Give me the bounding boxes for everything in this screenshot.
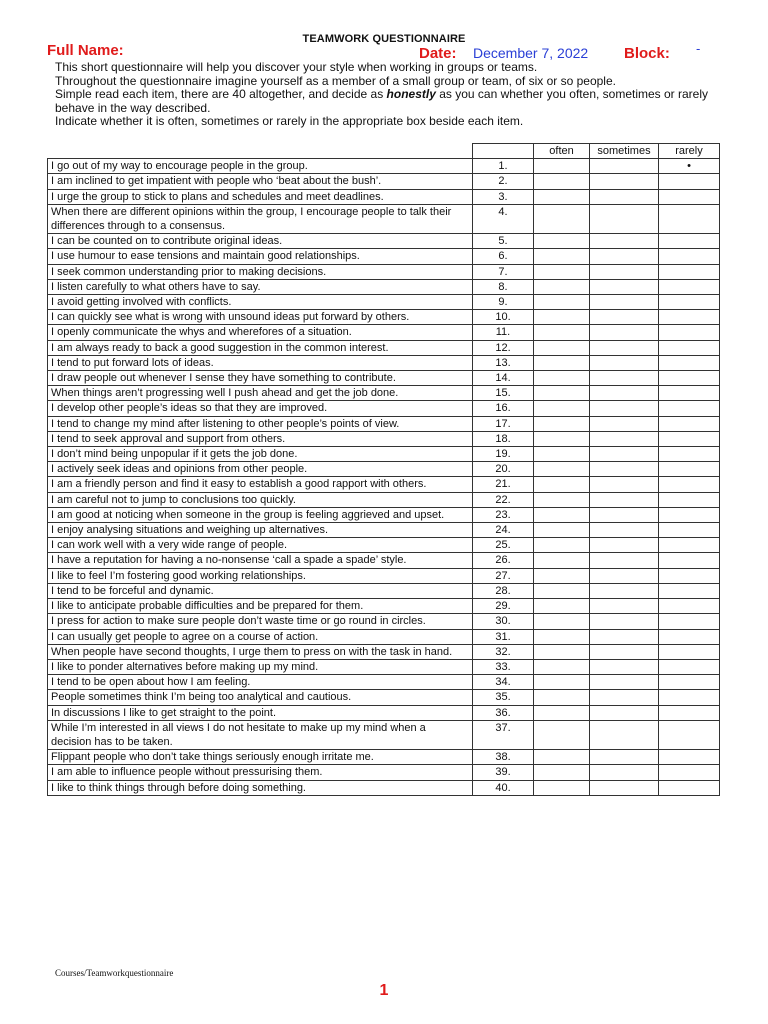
answer-cell-sometimes[interactable]: [590, 264, 659, 279]
item-text: I like to ponder alternatives before making up my mind.: [48, 659, 473, 674]
table-row: [48, 386, 720, 401]
answer-cell-often[interactable]: [534, 462, 590, 477]
item-text: I am always ready to back a good suggestion in the common interest.: [48, 340, 473, 355]
answer-cell-often[interactable]: [534, 614, 590, 629]
answer-cell-rarely[interactable]: [659, 583, 720, 598]
answer-cell-often[interactable]: [534, 675, 590, 690]
table-row: [48, 340, 720, 355]
answer-cell-sometimes[interactable]: [590, 553, 659, 568]
item-number: 16.: [473, 401, 534, 416]
instruction-line-3: [55, 88, 715, 115]
answer-cell-sometimes[interactable]: [590, 295, 659, 310]
item-text: I avoid getting involved with conflicts.: [48, 295, 473, 310]
answer-cell-rarely[interactable]: [659, 599, 720, 614]
answer-cell-often[interactable]: [534, 750, 590, 765]
table-row: [48, 431, 720, 446]
item-text: I am able to influence people without pressurising them.: [48, 765, 473, 780]
item-number: 18.: [473, 431, 534, 446]
table-row: [48, 675, 720, 690]
answer-cell-sometimes[interactable]: [590, 189, 659, 204]
table-row: [48, 249, 720, 264]
answer-cell-often[interactable]: [534, 355, 590, 370]
table-row: [48, 568, 720, 583]
item-text: When there are different opinions within the group, I encourage people to talk their differences through to a consensus.: [48, 204, 473, 233]
answer-cell-rarely[interactable]: [659, 750, 720, 765]
item-text: I draw people out whenever I sense they have something to contribute.: [48, 371, 473, 386]
table-row: [48, 310, 720, 325]
answer-cell-rarely[interactable]: [659, 386, 720, 401]
answer-cell-sometimes[interactable]: [590, 431, 659, 446]
item-text: I press for action to make sure people don’t waste time or go round in circles.: [48, 614, 473, 629]
item-text: I seek common understanding prior to making decisions.: [48, 264, 473, 279]
answer-cell-often[interactable]: [534, 629, 590, 644]
item-number: 38.: [473, 750, 534, 765]
answer-cell-sometimes[interactable]: [590, 538, 659, 553]
answer-cell-sometimes[interactable]: [590, 675, 659, 690]
answer-cell-often[interactable]: [534, 507, 590, 522]
item-text: I have a reputation for having a no-nonsense ‘call a spade a spade’ style.: [48, 553, 473, 568]
table-row: [48, 174, 720, 189]
answer-cell-often[interactable]: [534, 553, 590, 568]
header-number-cell: [473, 144, 534, 159]
table-row: [48, 720, 720, 749]
answer-cell-sometimes[interactable]: [590, 401, 659, 416]
answer-cell-sometimes[interactable]: [590, 568, 659, 583]
table-row: [48, 295, 720, 310]
item-number: 17.: [473, 416, 534, 431]
answer-cell-rarely[interactable]: [659, 644, 720, 659]
answer-cell-sometimes[interactable]: [590, 279, 659, 294]
item-number: 23.: [473, 507, 534, 522]
answer-cell-rarely[interactable]: [659, 523, 720, 538]
full-name-label: Full Name:: [47, 42, 124, 59]
instruction-line-3-end: as you can whether you often, sometimes or rarely behave in the way described.: [55, 87, 709, 115]
item-number: 22.: [473, 492, 534, 507]
answer-cell-rarely[interactable]: [659, 189, 720, 204]
answer-cell-sometimes[interactable]: [590, 705, 659, 720]
item-number: 19.: [473, 447, 534, 462]
answer-cell-rarely[interactable]: [659, 249, 720, 264]
answer-cell-sometimes[interactable]: [590, 492, 659, 507]
item-text: I am inclined to get impatient with people who ‘beat about the bush’.: [48, 174, 473, 189]
answer-cell-often[interactable]: [534, 568, 590, 583]
answer-cell-rarely[interactable]: [659, 492, 720, 507]
instructions: [55, 61, 715, 129]
table-row: [48, 523, 720, 538]
answer-cell-often[interactable]: [534, 234, 590, 249]
item-number: 21.: [473, 477, 534, 492]
column-header-rarely: rarely: [659, 144, 720, 159]
table-row: [48, 447, 720, 462]
item-number: 31.: [473, 629, 534, 644]
item-text: When things aren’t progressing well I push ahead and get the job done.: [48, 386, 473, 401]
answer-cell-rarely[interactable]: [659, 174, 720, 189]
item-number: 27.: [473, 568, 534, 583]
answer-cell-sometimes[interactable]: [590, 174, 659, 189]
answer-cell-often[interactable]: [534, 295, 590, 310]
answer-cell-sometimes[interactable]: [590, 750, 659, 765]
page-number: 1: [379, 982, 389, 999]
answer-cell-often[interactable]: [534, 644, 590, 659]
item-text: I go out of my way to encourage people in the group.: [48, 159, 473, 174]
table-row: [48, 189, 720, 204]
answer-cell-sometimes[interactable]: [590, 507, 659, 522]
table-row: [48, 462, 720, 477]
answer-cell-sometimes[interactable]: [590, 614, 659, 629]
answer-cell-rarely[interactable]: [659, 264, 720, 279]
answer-cell-rarely[interactable]: [659, 325, 720, 340]
item-number: 7.: [473, 264, 534, 279]
item-number: 37.: [473, 720, 534, 749]
block-value: -: [696, 41, 701, 56]
answer-cell-rarely[interactable]: [659, 279, 720, 294]
table-row: [48, 234, 720, 249]
answer-cell-rarely[interactable]: [659, 234, 720, 249]
answer-cell-often[interactable]: [534, 159, 590, 174]
answer-cell-often[interactable]: [534, 431, 590, 446]
item-number: 34.: [473, 675, 534, 690]
item-text: I can be counted on to contribute original ideas.: [48, 234, 473, 249]
answer-cell-sometimes[interactable]: [590, 386, 659, 401]
answer-cell-often[interactable]: [534, 189, 590, 204]
table-row: [48, 477, 720, 492]
item-number: 10.: [473, 310, 534, 325]
table-row: [48, 553, 720, 568]
answer-cell-often[interactable]: [534, 340, 590, 355]
answer-cell-sometimes[interactable]: [590, 462, 659, 477]
answer-cell-rarely[interactable]: [659, 568, 720, 583]
item-number: 2.: [473, 174, 534, 189]
answer-cell-often[interactable]: [534, 249, 590, 264]
item-text: I tend to be open about how I am feeling.: [48, 675, 473, 690]
answer-cell-sometimes[interactable]: [590, 583, 659, 598]
column-header-often: often: [534, 144, 590, 159]
table-row: [48, 644, 720, 659]
item-text: I like to feel I’m fostering good working relationships.: [48, 568, 473, 583]
item-number: 36.: [473, 705, 534, 720]
answer-cell-rarely[interactable]: [659, 690, 720, 705]
answer-cell-often[interactable]: [534, 583, 590, 598]
answer-cell-often[interactable]: [534, 523, 590, 538]
answer-cell-sometimes[interactable]: [590, 310, 659, 325]
item-number: 6.: [473, 249, 534, 264]
answer-cell-often[interactable]: [534, 279, 590, 294]
item-text: I tend to seek approval and support from others.: [48, 431, 473, 446]
answer-cell-rarely[interactable]: [659, 507, 720, 522]
answer-cell-often[interactable]: [534, 705, 590, 720]
answer-cell-often[interactable]: [534, 204, 590, 233]
questionnaire-table: [47, 143, 720, 796]
answer-cell-rarely[interactable]: [659, 371, 720, 386]
item-text: I like to anticipate probable difficulties and be prepared for them.: [48, 599, 473, 614]
table-row: [48, 583, 720, 598]
item-number: 9.: [473, 295, 534, 310]
answer-cell-sometimes[interactable]: [590, 416, 659, 431]
item-number: 33.: [473, 659, 534, 674]
answer-cell-sometimes[interactable]: [590, 249, 659, 264]
item-number: 30.: [473, 614, 534, 629]
table-row: [48, 279, 720, 294]
answer-cell-rarely[interactable]: [659, 447, 720, 462]
item-text: I tend to be forceful and dynamic.: [48, 583, 473, 598]
item-text: I openly communicate the whys and wherefores of a situation.: [48, 325, 473, 340]
item-number: 3.: [473, 189, 534, 204]
date-label: Date:: [419, 45, 457, 62]
answer-cell-sometimes[interactable]: [590, 234, 659, 249]
column-header-sometimes: sometimes: [590, 144, 659, 159]
item-text: I tend to change my mind after listening to other people’s points of view.: [48, 416, 473, 431]
questionnaire-body: [48, 159, 720, 796]
answer-cell-often[interactable]: [534, 765, 590, 780]
answer-cell-sometimes[interactable]: [590, 477, 659, 492]
answer-cell-rarely[interactable]: [659, 310, 720, 325]
answer-cell-often[interactable]: [534, 720, 590, 749]
answer-cell-sometimes[interactable]: [590, 644, 659, 659]
answer-cell-rarely[interactable]: [659, 705, 720, 720]
table-row: [48, 629, 720, 644]
answer-cell-often[interactable]: [534, 416, 590, 431]
table-row: [48, 416, 720, 431]
item-number: 13.: [473, 355, 534, 370]
answer-cell-rarely[interactable]: [659, 355, 720, 370]
answer-cell-rarely[interactable]: [659, 780, 720, 795]
answer-cell-often[interactable]: [534, 492, 590, 507]
instruction-line-4: Indicate whether it is often, sometimes or rarely in the appropriate box beside each item.: [55, 114, 524, 128]
answer-cell-rarely[interactable]: [659, 629, 720, 644]
table-row: [48, 264, 720, 279]
item-number: 1.: [473, 159, 534, 174]
date-value: December 7, 2022: [473, 45, 589, 61]
item-number: 24.: [473, 523, 534, 538]
item-text: I don’t mind being unpopular if it gets the job done.: [48, 447, 473, 462]
answer-cell-often[interactable]: [534, 780, 590, 795]
instruction-line-2: Throughout the questionnaire imagine yourself as a member of a small group or team, of six or so people.: [55, 73, 616, 88]
answer-cell-sometimes[interactable]: [590, 325, 659, 340]
answer-cell-often[interactable]: [534, 325, 590, 340]
item-number: 14.: [473, 371, 534, 386]
item-text: I am a friendly person and find it easy to establish a good rapport with others.: [48, 477, 473, 492]
table-row: [48, 492, 720, 507]
answer-cell-sometimes[interactable]: [590, 720, 659, 749]
table-row: [48, 599, 720, 614]
item-text: Flippant people who don’t take things seriously enough irritate me.: [48, 750, 473, 765]
table-row: [48, 614, 720, 629]
table-row: [48, 750, 720, 765]
answer-cell-sometimes[interactable]: [590, 447, 659, 462]
item-text: I like to think things through before doing something.: [48, 780, 473, 795]
answer-cell-sometimes[interactable]: [590, 659, 659, 674]
item-number: 20.: [473, 462, 534, 477]
instruction-emphasis: honestly: [386, 87, 436, 101]
item-text: I urge the group to stick to plans and schedules and meet deadlines.: [48, 189, 473, 204]
instruction-line-1: This short questionnaire will help you discover your style when working in groups or teams.: [55, 60, 538, 74]
answer-cell-rarely[interactable]: •: [659, 159, 720, 174]
answer-cell-sometimes[interactable]: [590, 159, 659, 174]
item-number: 32.: [473, 644, 534, 659]
item-number: 15.: [473, 386, 534, 401]
answer-cell-often[interactable]: [534, 599, 590, 614]
item-text: When people have second thoughts, I urge them to press on with the task in hand.: [48, 644, 473, 659]
answer-cell-sometimes[interactable]: [590, 690, 659, 705]
table-row: [48, 765, 720, 780]
item-number: 29.: [473, 599, 534, 614]
table-row: [48, 780, 720, 795]
table-row: [48, 159, 720, 174]
table-row: [48, 401, 720, 416]
item-text: I am good at noticing when someone in the group is feeling aggrieved and upset.: [48, 507, 473, 522]
answer-cell-rarely[interactable]: [659, 416, 720, 431]
item-number: 5.: [473, 234, 534, 249]
item-text: I am careful not to jump to conclusions too quickly.: [48, 492, 473, 507]
answer-cell-often[interactable]: [534, 538, 590, 553]
answer-cell-sometimes[interactable]: [590, 204, 659, 233]
item-number: 12.: [473, 340, 534, 355]
item-number: 28.: [473, 583, 534, 598]
item-text: I can work well with a very wide range of people.: [48, 538, 473, 553]
answer-cell-often[interactable]: [534, 690, 590, 705]
answer-cell-sometimes[interactable]: [590, 355, 659, 370]
block-label: Block:: [624, 45, 670, 62]
answer-cell-rarely[interactable]: [659, 675, 720, 690]
item-text: I actively seek ideas and opinions from other people.: [48, 462, 473, 477]
table-row: [48, 204, 720, 233]
item-number: 26.: [473, 553, 534, 568]
table-header-row: [48, 144, 720, 159]
answer-cell-often[interactable]: [534, 659, 590, 674]
answer-cell-rarely[interactable]: [659, 614, 720, 629]
answer-cell-sometimes[interactable]: [590, 340, 659, 355]
table-row: [48, 690, 720, 705]
answer-cell-rarely[interactable]: [659, 553, 720, 568]
answer-cell-rarely[interactable]: [659, 538, 720, 553]
answer-cell-often[interactable]: [534, 447, 590, 462]
table-row: [48, 371, 720, 386]
answer-cell-rarely[interactable]: [659, 765, 720, 780]
answer-cell-rarely[interactable]: [659, 431, 720, 446]
item-text: I enjoy analysing situations and weighing up alternatives.: [48, 523, 473, 538]
item-text: I develop other people’s ideas so that they are improved.: [48, 401, 473, 416]
header-blank-cell: [48, 144, 473, 159]
item-text: I can usually get people to agree on a course of action.: [48, 629, 473, 644]
table-row: [48, 355, 720, 370]
item-number: 11.: [473, 325, 534, 340]
answer-cell-often[interactable]: [534, 174, 590, 189]
table-row: [48, 538, 720, 553]
item-number: 25.: [473, 538, 534, 553]
answer-cell-often[interactable]: [534, 386, 590, 401]
item-number: 4.: [473, 204, 534, 233]
answer-cell-rarely[interactable]: [659, 340, 720, 355]
answer-cell-often[interactable]: [534, 401, 590, 416]
table-row: [48, 325, 720, 340]
answer-cell-often[interactable]: [534, 371, 590, 386]
answer-cell-often[interactable]: [534, 264, 590, 279]
instruction-line-3-start: Simple read each item, there are 40 altogether, and decide as: [55, 87, 387, 101]
item-number: 35.: [473, 690, 534, 705]
item-number: 40.: [473, 780, 534, 795]
item-text: People sometimes think I’m being too analytical and cautious.: [48, 690, 473, 705]
answer-cell-rarely[interactable]: [659, 295, 720, 310]
footer-path: Courses/Teamworkquestionnaire: [55, 968, 174, 978]
table-row: [48, 659, 720, 674]
item-text: I use humour to ease tensions and maintain good relationships.: [48, 249, 473, 264]
answer-cell-often[interactable]: [534, 477, 590, 492]
answer-cell-rarely[interactable]: [659, 462, 720, 477]
answer-cell-sometimes[interactable]: [590, 523, 659, 538]
answer-cell-rarely[interactable]: [659, 477, 720, 492]
answer-cell-rarely[interactable]: [659, 720, 720, 749]
item-text: I tend to put forward lots of ideas.: [48, 355, 473, 370]
item-text: I can quickly see what is wrong with unsound ideas put forward by others.: [48, 310, 473, 325]
answer-cell-rarely[interactable]: [659, 659, 720, 674]
item-number: 8.: [473, 279, 534, 294]
answer-cell-sometimes[interactable]: [590, 629, 659, 644]
table-row: [48, 507, 720, 522]
item-text: While I’m interested in all views I do not hesitate to make up my mind when a decision has to be taken.: [48, 720, 473, 749]
answer-cell-often[interactable]: [534, 310, 590, 325]
answer-cell-sometimes[interactable]: [590, 765, 659, 780]
table-row: [48, 705, 720, 720]
item-text: I listen carefully to what others have to say.: [48, 279, 473, 294]
answer-cell-sometimes[interactable]: [590, 371, 659, 386]
document-title: TEAMWORK QUESTIONNAIRE: [302, 33, 466, 45]
item-text: In discussions I like to get straight to the point.: [48, 705, 473, 720]
answer-cell-rarely[interactable]: [659, 204, 720, 233]
answer-cell-sometimes[interactable]: [590, 780, 659, 795]
answer-cell-sometimes[interactable]: [590, 599, 659, 614]
answer-cell-rarely[interactable]: [659, 401, 720, 416]
item-number: 39.: [473, 765, 534, 780]
